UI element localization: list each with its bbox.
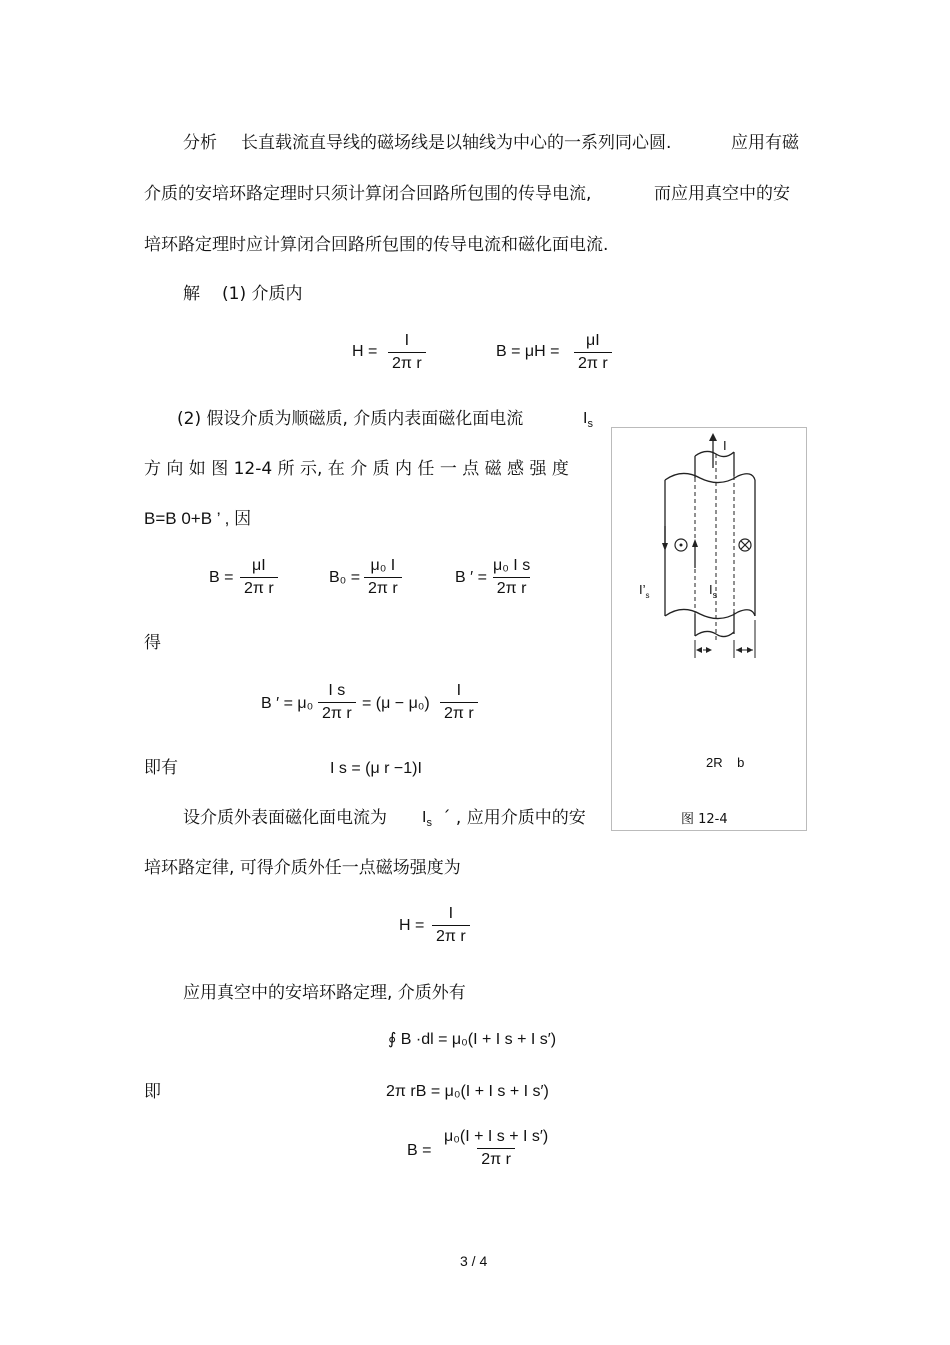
figure-label-isprime: $I’_s$ — [639, 582, 650, 600]
part2-line3: B=B 0+B ’ , 因 — [144, 509, 252, 528]
analysis-line2-a: 介质的安培环路定理时只须计算闭合回路所包围的传导电流, — [144, 184, 592, 204]
h-inside-fraction — [388, 332, 426, 373]
h-inside-lhs: H = — [352, 343, 378, 360]
outer-line1-b: ´ , 应用介质中的安 — [442, 808, 586, 828]
bprime-fraction: $\frac{\text{μ₀ I s}}{\text{2π r}}$ — [493, 557, 531, 597]
bprime-lhs: B ′ = — [455, 569, 487, 586]
bprime2-frac1: $\frac{\text{I s}}{\text{2π r}}$ — [318, 682, 356, 723]
is-equation: I s = (μ r −1)I — [330, 760, 422, 777]
h-outside-lhs: H = — [399, 917, 425, 934]
b-fraction: $\frac{\mu I}{\text{2π r}}$ — [240, 557, 278, 598]
loop-integral-equation: ∮ B ·dl = μ₀(I + I s + I s′) — [388, 1031, 557, 1048]
figure-label-current: I — [723, 438, 727, 453]
figure-label-is: $I_s$ — [709, 582, 718, 600]
b-outside-lhs: B = — [407, 1142, 432, 1159]
solution-lead: 解 — [183, 284, 200, 304]
de-label: 得 — [144, 633, 161, 653]
h-inside-den: 2π r — [388, 352, 426, 373]
jiyou-label: 即有 — [144, 758, 178, 778]
analysis-lead: 分析 — [183, 133, 217, 153]
part2-line2: 方 向 如 图 12-4 所 示, 在 介 质 内 任 一 点 磁 感 强 度 — [144, 459, 569, 479]
vacuum-line: 应用真空中的安培环路定理, 介质外有 — [183, 983, 466, 1003]
analysis-text-b: 应用有磁 — [731, 133, 799, 153]
analysis-text-a: 长直载流直导线的磁场线是以轴线为中心的一系列同心圆. — [241, 133, 672, 153]
b0-lhs: B₀ = — [329, 569, 361, 586]
figure-12-4 — [611, 427, 807, 831]
h-outside-fraction: $\frac{I}{\text{2π r}}$ — [432, 905, 470, 946]
page-number: 3 / 4 — [460, 1253, 488, 1269]
analysis-line2-b: 而应用真空中的安 — [654, 184, 790, 204]
outer-line2: 培环路定律, 可得介质外任一点磁场强度为 — [144, 858, 461, 878]
ji-label: 即 — [144, 1082, 161, 1102]
bprime2-frac2: $\frac{I}{\text{2π r}}$ — [440, 682, 478, 723]
part2-line1: (2) 假设介质为顺磁质, 介质内表面磁化面电流 — [177, 409, 524, 429]
b-inside-lhs: B = μH = — [496, 343, 560, 360]
b-lhs: B = — [209, 569, 234, 586]
solution-part1: (1) 介质内 — [222, 284, 303, 304]
figure-caption: 图 12-4 — [681, 812, 728, 827]
part2-is: $I_s$ — [583, 410, 593, 430]
outer-line1-a: 设介质外表面磁化面电流为 — [183, 808, 387, 828]
circulation-equation: 2π rB = μ₀(I + I s + I s′) — [386, 1083, 549, 1100]
b-outside-fraction: $\frac{\text{μ₀(I + I s + I s′)}}{\text{2π r}}$ — [444, 1128, 549, 1168]
b0-fraction: $\frac{\text{μ₀ I}}{\text{2π r}}$ — [364, 557, 402, 598]
bprime2-mid: = (μ − μ₀) — [362, 695, 430, 712]
analysis-line3: 培环路定理时应计算闭合回路所包围的传导电流和磁化面电流. — [144, 235, 609, 255]
bprime2-lhs: B ′ = μ₀ — [261, 695, 314, 712]
outer-is: $I_s$ — [422, 809, 432, 829]
h-inside-num: I — [404, 332, 410, 349]
b-inside-den: 2π r — [574, 352, 612, 373]
b-inside-num: μI — [586, 332, 600, 349]
figure-dimension-labels: 2R b — [706, 755, 745, 770]
b-inside-fraction — [574, 332, 612, 373]
